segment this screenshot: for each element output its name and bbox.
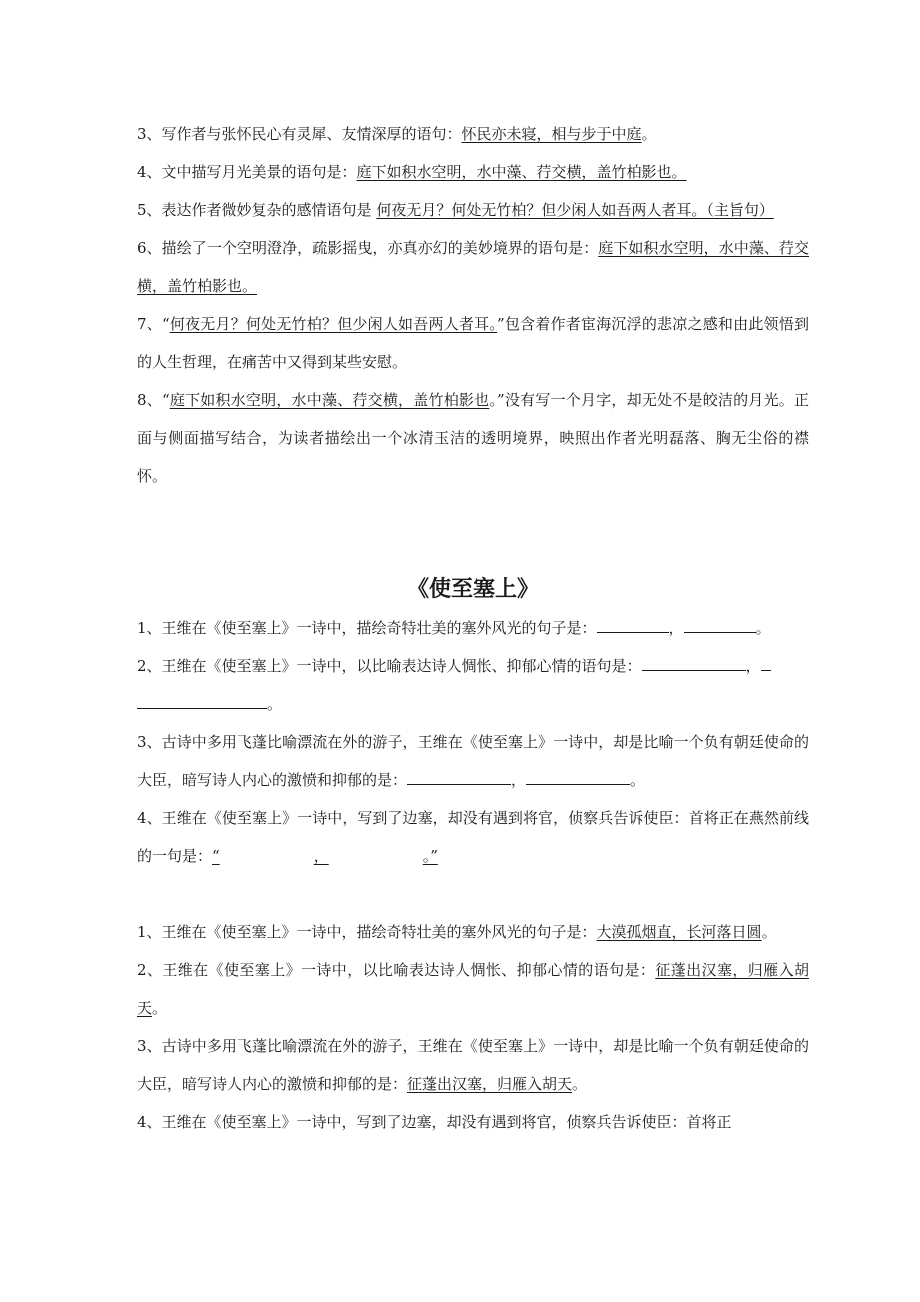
end-mark: 。 [267, 695, 283, 713]
spacer [137, 875, 809, 913]
separator: ， [511, 771, 527, 789]
item-8-answer: 庭下如积水空明，水中藻、荇交横，盖竹柏影也 [169, 391, 490, 409]
item-7-open-quote: 7、“ [137, 315, 170, 333]
item-5 [137, 191, 809, 229]
answer-3-text: 3、古诗中多用飞蓬比喻漂流在外的游子，王维在《使至塞上》一诗中，却是比喻一个负有朝廷使命的大臣，暗写诗人内心的激愤和抑郁的是： [137, 1037, 809, 1093]
question-3-text: 3、古诗中多用飞蓬比喻漂流在外的游子，王维在《使至塞上》一诗中，却是比喻一个负有朝廷使命的大臣，暗写诗人内心的激愤和抑郁的是： [137, 733, 809, 789]
end-mark: 。 [755, 619, 771, 637]
answer-blank[interactable] [137, 694, 267, 709]
end-mark: 。 [630, 771, 646, 789]
item-4-text: 4、文中描写月光美景的语句是： [137, 163, 357, 181]
answer-blank[interactable] [597, 618, 669, 633]
question-2 [137, 647, 809, 723]
separator: ， [313, 847, 329, 865]
item-6-answer: 庭下如积水空明，水中藻、荇交横，盖竹柏影也。 [137, 239, 809, 295]
item-8-text: 。”没有写一个月字，却无处不是皎洁的月光。正面与侧面描写结合，为读者描绘出一个冰清玉洁的透明境界，映照出作者光明磊落、胸无尘俗的襟怀。 [137, 391, 809, 485]
section-title: 《使至塞上》 [406, 577, 539, 602]
question-1 [137, 609, 809, 647]
item-6-text: 6、描绘了一个空明澄净，疏影摇曳，亦真亦幻的美妙境界的语句是： [137, 239, 599, 257]
end-mark: 。 [152, 999, 168, 1017]
answer-2 [137, 951, 809, 1027]
question-3 [137, 723, 809, 799]
open-quote: “ [212, 847, 220, 865]
answer-2-answer: 征蓬出汉塞，归雁入胡天 [137, 961, 809, 1017]
answer-blank[interactable] [212, 847, 438, 865]
separator: ， [668, 619, 684, 637]
item-7 [137, 305, 809, 381]
question-2-text: 2、王维在《使至塞上》一诗中，以比喻表达诗人惆怅、抑郁心情的语句是： [137, 657, 642, 675]
answer-2-text: 2、王维在《使至塞上》一诗中，以比喻表达诗人惆怅、抑郁心情的语句是： [137, 961, 656, 979]
separator: ， [745, 657, 761, 675]
answer-3-answer: 征蓬出汉塞，归雁入胡天 [407, 1075, 573, 1093]
answer-4-text: 4、王维在《使至塞上》一诗中，写到了边塞，却没有遇到将官，侦察兵告诉使臣：首将正 [137, 1113, 732, 1131]
answer-4 [137, 1103, 809, 1141]
answer-1 [137, 913, 809, 951]
end-mark: 。” [422, 847, 438, 865]
end-mark: 。 [761, 923, 777, 941]
item-8 [137, 381, 809, 495]
answer-blank[interactable] [526, 770, 630, 785]
item-7-answer: 何夜无月？何处无竹柏？但少闲人如吾两人者耳。 [169, 315, 498, 333]
question-4 [137, 799, 809, 875]
answer-blank[interactable] [407, 770, 511, 785]
item-5-answer: 何夜无月？何处无竹柏？但少闲人如吾两人者耳。（主旨句） [376, 201, 774, 219]
item-7-text: ”包含着作者宦海沉浮的悲凉之感和由此领悟到的人生哲理，在痛苦中又得到某些安慰。 [137, 315, 809, 371]
document-page [137, 115, 809, 1141]
item-8-open-quote: 8、“ [137, 391, 170, 409]
item-4-answer: 庭下如积水空明，水中藻、荇交横，盖竹柏影也。 [356, 163, 687, 181]
answer-3 [137, 1027, 809, 1103]
answer-1-answer: 大漠孤烟直，长河落日圆 [596, 923, 762, 941]
item-3-text: 3、写作者与张怀民心有灵犀、友情深厚的语句： [137, 125, 462, 143]
spacer [137, 495, 809, 571]
answer-1-text: 1、王维在《使至塞上》一诗中，描绘奇特壮美的塞外风光的句子是： [137, 923, 597, 941]
item-6 [137, 229, 809, 305]
answer-blank[interactable] [642, 656, 746, 671]
item-3 [137, 115, 809, 153]
answer-blank[interactable] [684, 618, 756, 633]
item-4 [137, 153, 809, 191]
answer-blank[interactable] [761, 656, 771, 671]
end-mark: 。 [572, 1075, 588, 1093]
item-3-suffix: 。 [641, 125, 657, 143]
item-5-text: 5、表达作者微妙复杂的感情语句是 [137, 201, 372, 219]
item-3-answer: 怀民亦未寝，相与步于中庭 [461, 125, 642, 143]
question-4-text: 4、王维在《使至塞上》一诗中，写到了边塞，却没有遇到将官，侦察兵告诉使臣：首将正在燕然前线的一句是： [137, 809, 809, 865]
question-1-text: 1、王维在《使至塞上》一诗中，描绘奇特壮美的塞外风光的句子是： [137, 619, 597, 637]
